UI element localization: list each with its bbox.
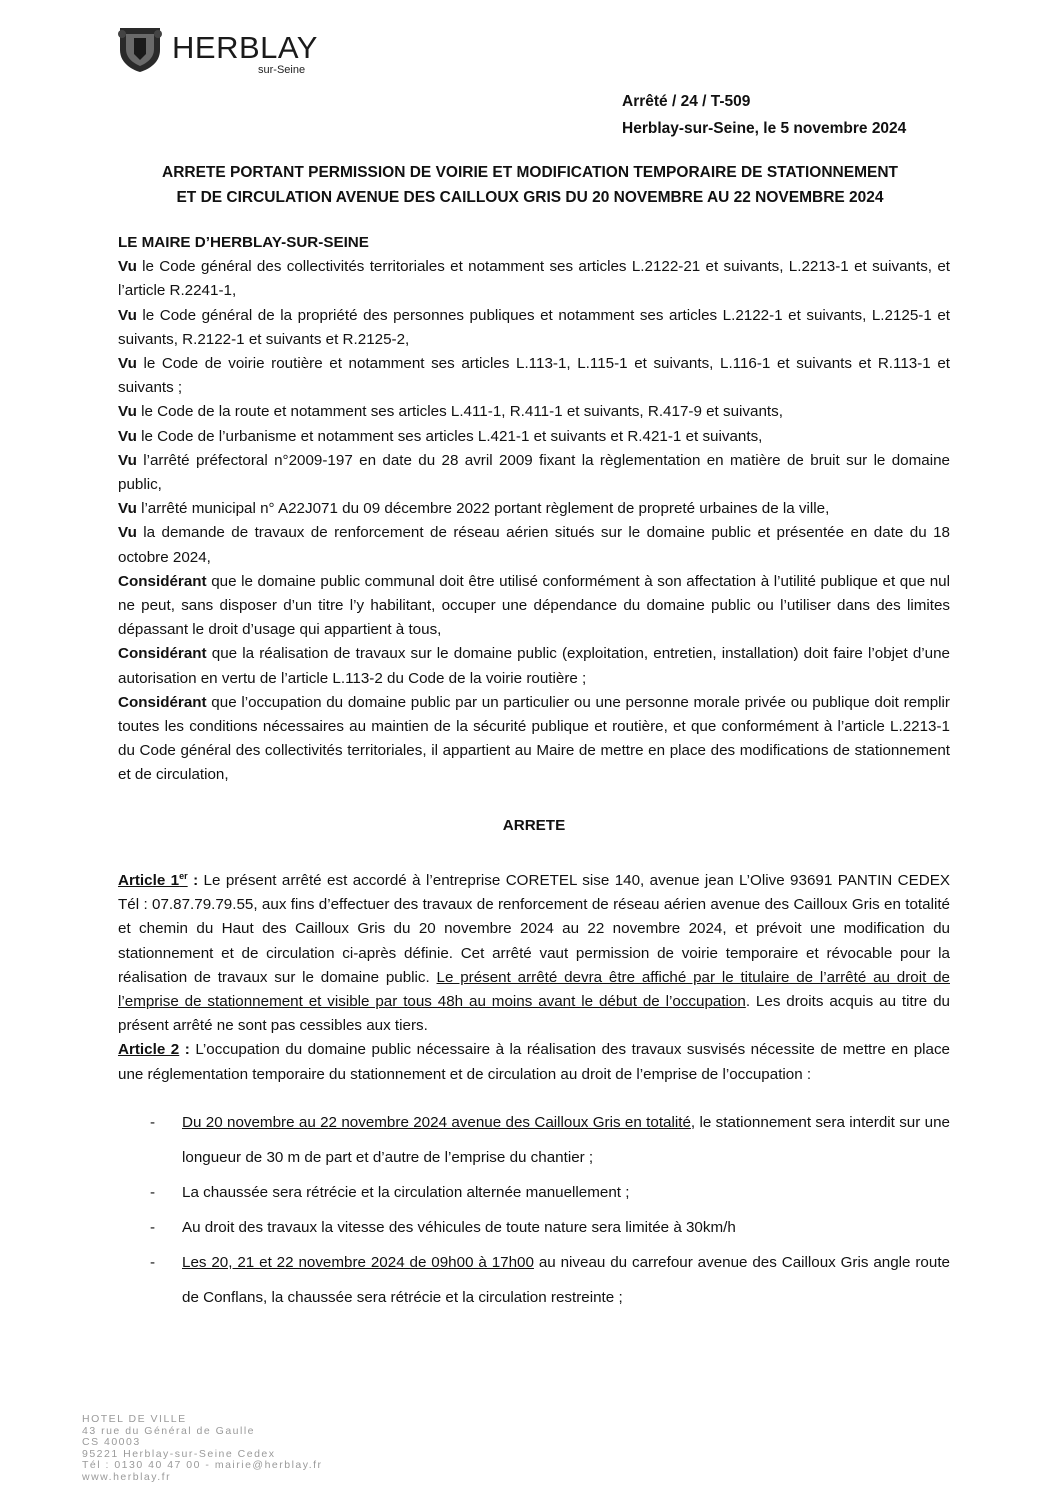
city-crest-icon	[114, 24, 166, 74]
list-item-underlined: Les 20, 21 et 22 novembre 2024 de 09h00 à 17h00	[182, 1253, 534, 1271]
vu-keyword: Vu	[118, 258, 137, 276]
vu-item	[118, 425, 950, 449]
article-1-sup: er	[179, 870, 188, 881]
logo-subtitle: sur-Seine	[258, 64, 306, 76]
article-1-tail: . Les droits acquis au titre du présent arrêté ne sont pas cessibles aux tiers.	[118, 992, 950, 1035]
considerant-item	[118, 642, 950, 690]
vu-keyword: Vu	[118, 500, 137, 518]
vu-item	[118, 400, 950, 424]
vu-keyword: Vu	[118, 524, 137, 542]
footer-address	[82, 1414, 323, 1483]
considerant-text: que le domaine public communal doit être utilisé conformément à son affectation à l’utilité publique et que nul ne peut, sans disposer d’un titre l’y habilitant, occuper une dépendance du domaine public ou l’utiliser dans des limites dépassant le droit d’usage qui appartient à tous,	[118, 572, 950, 639]
vu-item	[118, 304, 950, 352]
vu-list	[118, 255, 950, 787]
vu-text: la demande de travaux de renforcement de réseau aérien situés sur le domaine public et présentée en date du 18 octobre 2024,	[118, 524, 950, 566]
footer-line: www.herblay.fr	[82, 1470, 172, 1483]
article-2-sep: :	[179, 1041, 190, 1059]
vu-text: le Code de la route et notamment ses articles L.411-1, R.411-1 et suivants, R.417-9 et suivants,	[136, 403, 783, 421]
vu-text: l’arrêté municipal n° A22J071 du 09 décembre 2022 portant règlement de propreté urbaines de la ville,	[136, 500, 830, 518]
vu-text: le Code de l’urbanisme et notamment ses articles L.421-1 et suivants et R.421-1 et suivants,	[136, 427, 763, 445]
footer-line: 95221 Herblay-sur-Seine Cedex	[82, 1447, 276, 1460]
vu-item	[118, 521, 950, 569]
list-item	[118, 1245, 950, 1315]
title-line-1: ARRETE PORTANT PERMISSION DE VOIRIE ET MODIFICATION TEMPORAIRE DE STATIONNEMENT	[162, 164, 898, 181]
title-line-2: ET DE CIRCULATION AVENUE DES CAILLOUX GRIS DU 20 NOVEMBRE AU 22 NOVEMBRE 2024	[176, 189, 884, 206]
list-item-text: au niveau du carrefour avenue des Cailloux Gris angle route de Conflans, la chaussée sera rétrécie et la circulation restreinte ;	[182, 1253, 950, 1306]
considerant-keyword: Considérant	[118, 645, 207, 663]
footer-line: CS 40003	[82, 1436, 141, 1448]
article-1-label-text: Article 1	[118, 871, 180, 889]
vu-keyword: Vu	[118, 355, 137, 373]
bullet-dash: -	[150, 1253, 156, 1271]
list-item	[118, 1210, 950, 1245]
article-2-label: Article 2	[118, 1041, 180, 1059]
arrete-heading: ARRETE	[502, 816, 566, 834]
footer-line: 43 rue du Général de Gaulle	[82, 1424, 256, 1437]
article-1-text: Le présent arrêté est accordé à l’entreprise CORETEL sise 140, avenue jean L’Olive 93691 PANTIN CEDEX Tél : 07.87.79.79.55, aux fins d’effectuer des travaux de renforcement de réseau aérien avenue des Cailloux Gris en totalité et chemin du Haut des Cailloux Gris du 20 novembre 2024 au 22 novembre 2024, et prévoit une modification du stationnement et de circulation ci-après définie. Cet arrêté vaut permission de voirie temporaire et révocable pour la réalisation de travaux sur le domaine public.	[118, 871, 951, 986]
footer-line: Tél : 0130 40 47 00 - mairie@herblay.fr	[82, 1459, 323, 1471]
vu-keyword: Vu	[118, 403, 137, 421]
vu-text: le Code de voirie routière et notamment ses articles L.113-1, L.115-1 et suivants, L.116-1 et suivants et R.113-1 et suivants ;	[118, 355, 950, 397]
vu-item	[118, 497, 950, 521]
document-title	[60, 160, 1000, 210]
article-2-text: L’occupation du domaine public nécessaire à la réalisation des travaux susvisés nécessite de mettre en place une réglementation temporaire du stationnement et de circulation au droit de l’emprise de l’occupation :	[118, 1041, 951, 1083]
list-item-text: , le stationnement sera interdit sur une longueur de 30 m de part et d’autre de l’emprise du chantier ;	[182, 1113, 950, 1166]
considerant-keyword: Considérant	[118, 693, 207, 711]
vu-text: le Code général des collectivités territoriales et notamment ses articles L.2122-21 et suivants, L.2213-1 et suivants, et l’article R.2241-1,	[118, 258, 950, 300]
vu-keyword: Vu	[118, 306, 137, 324]
vu-keyword: Vu	[118, 451, 137, 469]
herblay-logo	[108, 22, 338, 78]
place-date: Herblay-sur-Seine, le 5 novembre 2024	[622, 120, 907, 137]
considerant-text: que l’occupation du domaine public par un particulier ou une personne morale privée ou publique doit remplir toutes les conditions nécessaires au maintien de la sécurité publique et routière, et que conformément à l’article L.2213-1 du Code général des collectivités territoriales, il appartient au Maire de mettre en place des modifications de stationnement et de circulation,	[118, 693, 950, 784]
bullet-dash: -	[150, 1183, 156, 1201]
bullet-dash: -	[150, 1218, 156, 1236]
considerant-item	[118, 691, 950, 788]
logo-name: HERBLAY	[172, 30, 318, 65]
considerant-item	[118, 570, 950, 643]
bullet-dash: -	[150, 1113, 156, 1131]
vu-text: l’arrêté préfectoral n°2009-197 en date du 28 avril 2009 fixant la règlementation en matière de bruit sur le domaine public,	[118, 451, 950, 494]
vu-item	[118, 449, 950, 497]
article-2	[118, 1038, 950, 1086]
list-item	[118, 1105, 950, 1175]
list-item-underlined: Du 20 novembre au 22 novembre 2024 avenue des Cailloux Gris en totalité	[182, 1113, 691, 1131]
vu-keyword: Vu	[118, 427, 137, 445]
article-1-label	[118, 872, 188, 889]
article-1	[118, 864, 950, 1038]
maire-heading: LE MAIRE D’HERBLAY-SUR-SEINE	[118, 234, 369, 251]
considerant-text: que la réalisation de travaux sur le domaine public (exploitation, entretien, installation) doit faire l’objet d’une autorisation en vertu de l’article L.113-2 du Code de la voirie routière ;	[118, 645, 950, 687]
footer-line: HOTEL DE VILLE	[82, 1413, 187, 1425]
article-1-underlined: Le présent arrêté devra être affiché par le titulaire de l’arrêté au droit de l’emprise de stationnement et visible par tous 48h au moins avant le début de l’occupation	[118, 968, 950, 1010]
considerant-keyword: Considérant	[118, 572, 207, 590]
document-body	[118, 231, 950, 1315]
vu-item	[118, 255, 950, 303]
list-item-text: La chaussée sera rétrécie et la circulation alternée manuellement ;	[182, 1183, 630, 1201]
arrete-reference	[622, 88, 906, 142]
measures-list	[118, 1105, 950, 1315]
list-item-text: Au droit des travaux la vitesse des véhicules de toute nature sera limitée à 30km/h	[182, 1218, 736, 1236]
vu-text: le Code général de la propriété des personnes publiques et notamment ses articles L.2122-1 et suivants, L.2125-1 et suivants, R.2122-1 et suivants et R.2125-2,	[118, 306, 950, 348]
article-1-sep: :	[187, 871, 199, 889]
arrete-number: Arrêté / 24 / T-509	[622, 93, 751, 110]
vu-item	[118, 352, 950, 400]
list-item	[118, 1175, 950, 1210]
